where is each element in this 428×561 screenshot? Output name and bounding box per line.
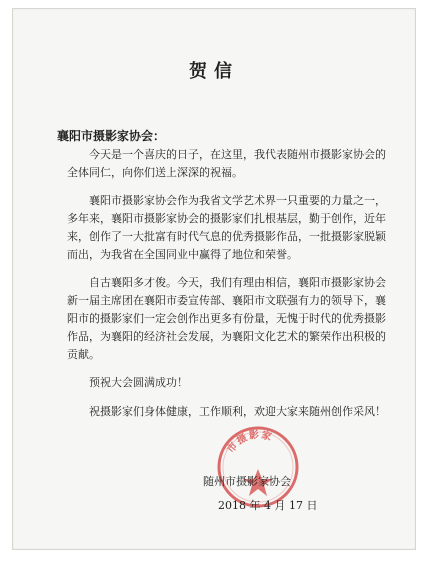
letter-page (12, 8, 416, 550)
paragraph-wish: 预祝大会圆满成功！ (89, 376, 188, 389)
sender-name: 随州市摄影家协会 (203, 475, 291, 488)
paragraph-confidence: 自古襄阳多才俊。今天，我们有理由相信，襄阳市摄影家协会新一届主席团在襄阳市委宣传部、襄阳市文联强有力的领导下，襄阳市的摄影家们一定会创作出更多有份量，无愧于时代的优秀摄影作品，为襄阳的经济社会发展，为襄阳文化艺术的繁荣作出积极的贡献。 (67, 276, 386, 361)
letter-body (67, 146, 389, 431)
letter-date: 2018 年 4 月 17 日 (218, 499, 318, 512)
letter-title: 贺信 (189, 61, 239, 82)
seal-arc-text: 市摄影家 (225, 429, 275, 456)
paragraph-praise: 襄阳市摄影家协会作为我省文学艺术界一只重要的力量之一，多年来，襄阳市摄影家协会的摄影家们扎根基层，勤于创作，近年来，创作了一大批富有时代气息的优秀摄影作品，一批摄影家脱颖而出，为我省在全国同业中赢得了地位和荣誉。 (67, 194, 386, 261)
salutation: 襄阳市摄影家协会： (57, 129, 166, 143)
paragraph-greeting: 今天是一个喜庆的日子，在这里，我代表随州市摄影家协会的全体同仁，向你们送上深深的祝福。 (67, 148, 386, 179)
paragraph-closing: 祝摄影家们身体健康，工作顺利，欢迎大家来随州创作采风！ (89, 405, 386, 418)
